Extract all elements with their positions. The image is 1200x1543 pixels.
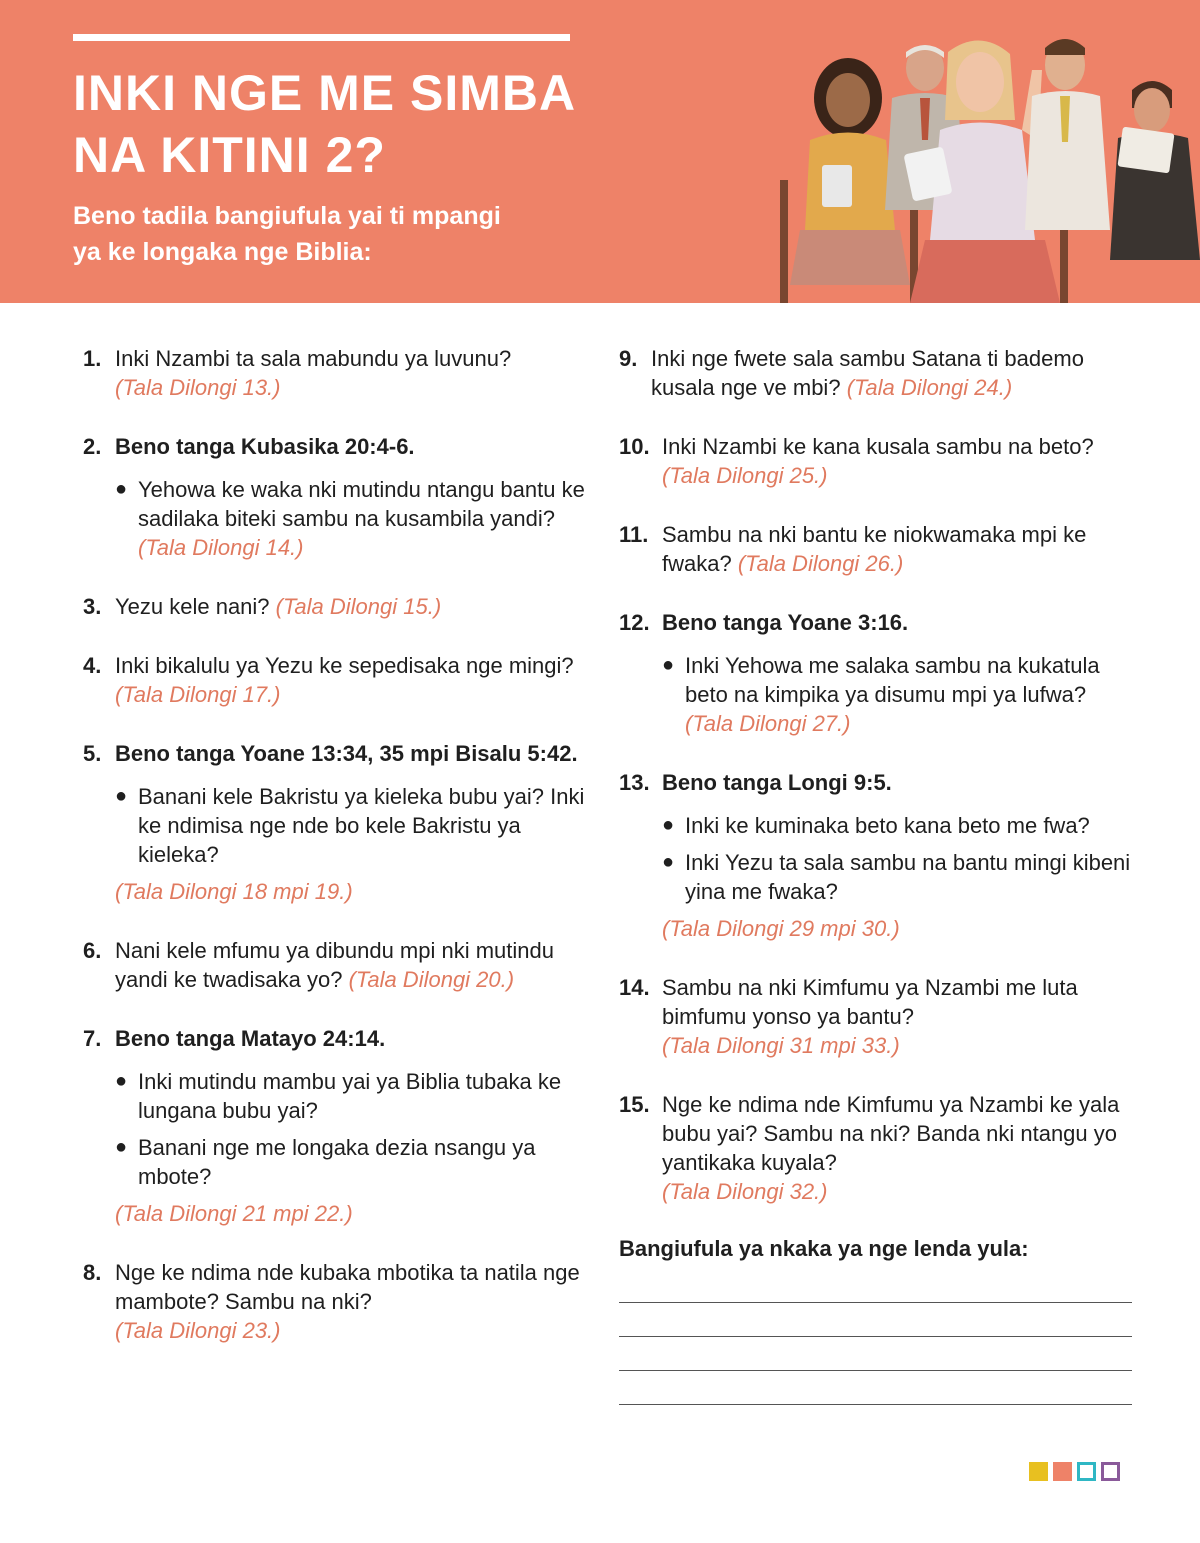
lesson-reference: (Tala Dilongi 13.) [115, 375, 281, 400]
question-8 [83, 1258, 588, 1345]
question-text: Beno tanga Kubasika 20:4-6. [115, 434, 415, 459]
sub-question-text: Banani nge me longaka dezia nsangu ya mbote? [138, 1135, 536, 1189]
question-text: Inki nge fwete sala sambu Satana ti bademo kusala nge ve mbi? [651, 346, 1084, 400]
question-13 [619, 768, 1134, 943]
square-purple-outline [1101, 1462, 1120, 1481]
question-15 [619, 1090, 1134, 1206]
page-title [73, 62, 613, 186]
question-1 [83, 344, 588, 402]
lesson-reference: (Tala Dilongi 32.) [662, 1179, 828, 1204]
question-7 [83, 1024, 588, 1228]
sub-question [115, 475, 588, 562]
question-number: 14. [619, 975, 650, 1000]
question-2 [83, 432, 588, 562]
lesson-reference: (Tala Dilongi 29 mpi 30.) [662, 916, 900, 941]
header-banner [0, 0, 1200, 303]
page-subtitle-line-2: ya ke longaka nge Biblia: [73, 238, 372, 266]
lesson-reference: (Tala Dilongi 20.) [348, 967, 515, 992]
sub-question [115, 1133, 588, 1191]
page-title-line-2: NA KITINI 2? [73, 127, 386, 183]
lesson-reference: (Tala Dilongi 15.) [275, 594, 442, 619]
question-12 [619, 608, 1134, 738]
sub-question [115, 1067, 588, 1125]
square-teal-outline [1077, 1462, 1096, 1481]
question-text: Inki Nzambi ke kana kusala sambu na beto? [662, 434, 1094, 459]
square-coral [1053, 1462, 1072, 1481]
sub-question-list [115, 1067, 588, 1191]
note-line[interactable] [619, 1302, 1132, 1303]
square-yellow [1029, 1462, 1048, 1481]
bullet-icon: ● [115, 785, 128, 807]
question-text: Yezu kele nani? [115, 594, 270, 619]
question-number: 15. [619, 1092, 650, 1117]
note-line[interactable] [619, 1370, 1132, 1371]
question-text: Beno tanga Yoane 3:16. [662, 610, 909, 635]
sub-question-list [662, 651, 1134, 738]
question-text: Beno tanga Longi 9:5. [662, 770, 892, 795]
lesson-reference: (Tala Dilongi 25.) [662, 463, 828, 488]
lesson-reference: (Tala Dilongi 27.) [685, 711, 851, 736]
question-text: Beno tanga Matayo 24:14. [115, 1026, 386, 1051]
lesson-reference: (Tala Dilongi 26.) [737, 551, 904, 576]
note-line[interactable] [619, 1336, 1132, 1337]
sub-question-text: Inki ke kuminaka beto kana beto me fwa? [685, 813, 1090, 838]
bullet-icon: ● [115, 478, 128, 500]
sub-question-text: Inki Yehowa me salaka sambu na kukatula beto na kimpika ya disumu mpi ya lufwa? [685, 653, 1100, 707]
lesson-reference: (Tala Dilongi 17.) [115, 682, 281, 707]
page-subtitle [73, 198, 573, 270]
people-illustration [760, 30, 1200, 303]
questions-right-column [619, 344, 1134, 1405]
bullet-icon: ● [662, 814, 675, 836]
notes-title: Bangiufula ya nkaka ya nge lenda yula: [619, 1236, 1029, 1261]
bullet-icon: ● [662, 654, 675, 676]
question-text: Nani kele mfumu ya dibundu mpi nki mutindu yandi ke twadisaka yo? [115, 938, 555, 992]
question-6 [83, 936, 588, 994]
lesson-reference: (Tala Dilongi 31 mpi 33.) [662, 1033, 900, 1058]
page-title-line-1: INKI NGE ME SIMBA [73, 65, 577, 121]
progress-squares [1029, 1462, 1120, 1481]
sub-question-text: Inki mutindu mambu yai ya Biblia tubaka ke lungana bubu yai? [138, 1069, 562, 1123]
question-10 [619, 432, 1134, 490]
person-4 [1025, 39, 1110, 230]
question-number: 7. [83, 1026, 102, 1051]
question-9 [619, 344, 1134, 402]
sub-question-text: Inki Yezu ta sala sambu na bantu mingi kibeni yina me fwaka? [685, 850, 1131, 904]
question-number: 5. [83, 741, 102, 766]
person-5 [1110, 81, 1200, 260]
question-number: 8. [83, 1260, 102, 1285]
question-number: 4. [83, 653, 102, 678]
question-text: Nge ke ndima nde kubaka mbotika ta natila nge mambote? Sambu na nki? [115, 1260, 580, 1314]
question-number: 13. [619, 770, 650, 795]
question-text: Sambu na nki bantu ke niokwamaka mpi ke fwaka? [662, 522, 1087, 576]
lesson-reference: (Tala Dilongi 24.) [846, 375, 1013, 400]
question-number: 10. [619, 434, 650, 459]
sub-question [662, 651, 1134, 738]
question-number: 3. [83, 594, 102, 619]
lesson-reference: (Tala Dilongi 14.) [138, 535, 304, 560]
questions-left-column [83, 344, 588, 1375]
bullet-icon: ● [662, 851, 675, 873]
question-number: 9. [619, 346, 638, 371]
lesson-reference: (Tala Dilongi 21 mpi 22.) [115, 1201, 353, 1226]
note-line[interactable] [619, 1404, 1132, 1405]
lesson-reference: (Tala Dilongi 18 mpi 19.) [115, 879, 353, 904]
question-number: 6. [83, 938, 102, 963]
question-number: 1. [83, 346, 102, 371]
question-text: Inki Nzambi ta sala mabundu ya luvunu? [115, 346, 512, 371]
question-text: Nge ke ndima nde Kimfumu ya Nzambi ke yala bubu yai? Sambu na nki? Banda nki ntangu yo yantikaka kuyala? [662, 1092, 1120, 1175]
sub-question-text: Banani kele Bakristu ya kieleka bubu yai? Inki ke ndimisa nge nde bo kele Bakristu ya kieleka? [138, 784, 585, 867]
question-3 [83, 592, 588, 621]
sub-question-list [115, 782, 588, 869]
sub-question-list [662, 811, 1134, 906]
bullet-icon: ● [115, 1136, 128, 1158]
bullet-icon: ● [115, 1070, 128, 1092]
lesson-reference: (Tala Dilongi 23.) [115, 1318, 281, 1343]
question-11 [619, 520, 1134, 578]
question-number: 12. [619, 610, 650, 635]
sub-question-text: Yehowa ke waka nki mutindu ntangu bantu ke sadilaka biteki sambu na kusambila yandi? [138, 477, 585, 531]
question-text: Beno tanga Yoane 13:34, 35 mpi Bisalu 5:42. [115, 741, 578, 766]
sub-question [662, 811, 1134, 840]
question-5 [83, 739, 588, 906]
question-number: 11. [619, 522, 649, 547]
question-text: Sambu na nki Kimfumu ya Nzambi me luta bimfumu yonso ya bantu? [662, 975, 1078, 1029]
question-text: Inki bikalulu ya Yezu ke sepedisaka nge mingi? [115, 653, 574, 678]
question-14 [619, 973, 1134, 1060]
sub-question-list [115, 475, 588, 562]
question-4 [83, 651, 588, 709]
sub-question [662, 848, 1134, 906]
question-number: 2. [83, 434, 102, 459]
sub-question [115, 782, 588, 869]
header-rule [73, 34, 570, 41]
page-subtitle-line-1: Beno tadila bangiufula yai ti mpangi [73, 202, 501, 230]
